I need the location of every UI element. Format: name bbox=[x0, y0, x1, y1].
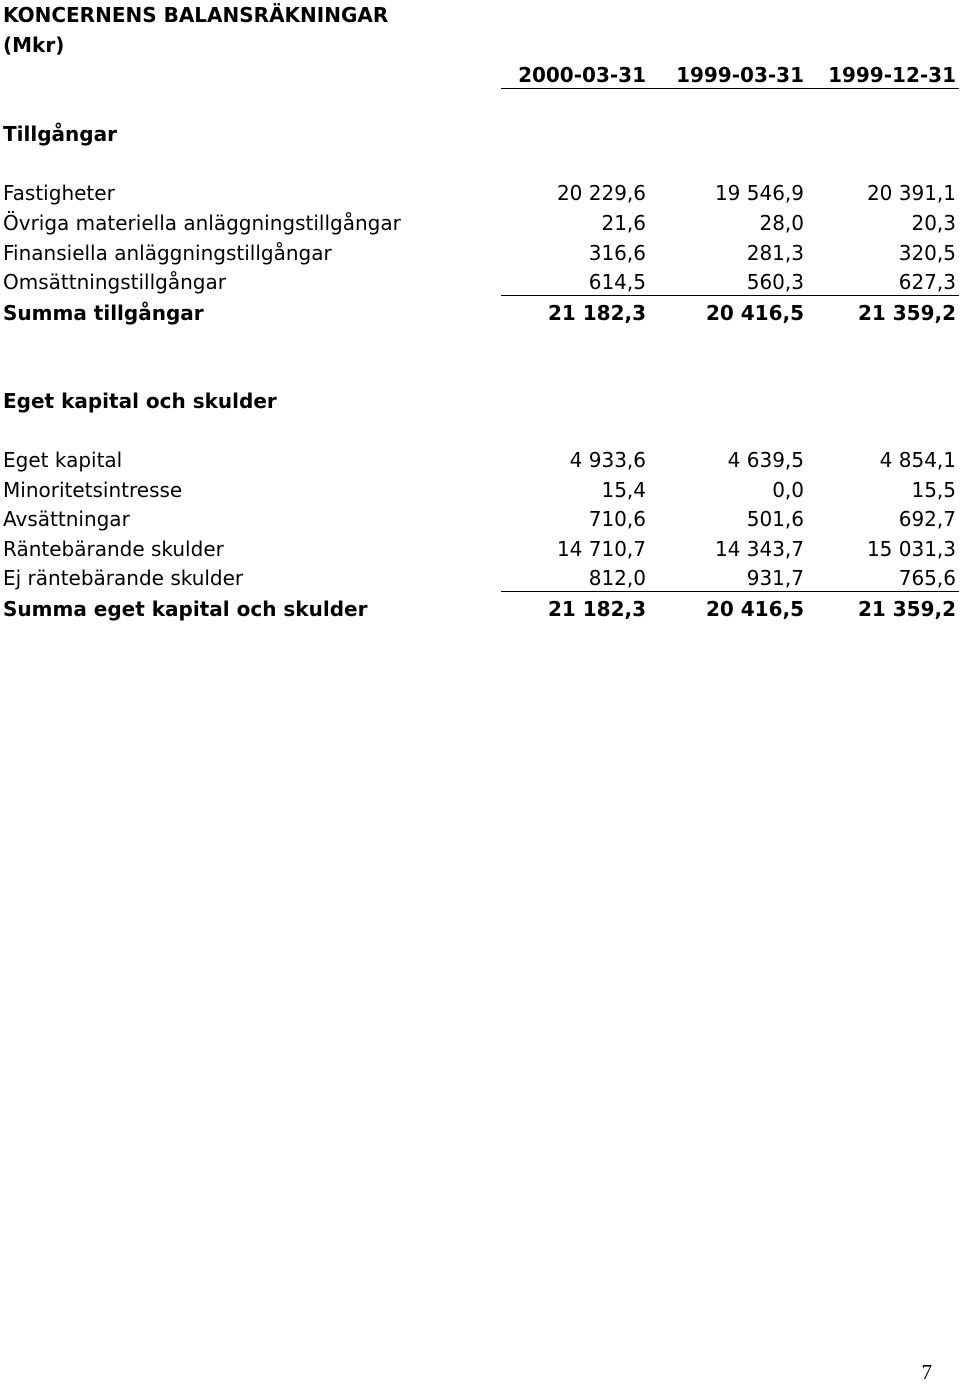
cell-value: 14 710,7 bbox=[556, 537, 646, 561]
cell-value: 627,3 bbox=[898, 270, 956, 294]
cell-value: 21 182,3 bbox=[547, 597, 646, 621]
cell-value: 21 359,2 bbox=[857, 301, 956, 325]
cell-value: 4 639,5 bbox=[727, 448, 804, 472]
row-label: Räntebärande skulder bbox=[3, 537, 224, 561]
cell-value: 281,3 bbox=[746, 241, 804, 265]
cell-value: 614,5 bbox=[588, 270, 646, 294]
cell-value: 15,5 bbox=[911, 478, 956, 502]
row-label: Avsättningar bbox=[3, 507, 130, 531]
row-label: Övriga materiella anläggningstillgångar bbox=[3, 211, 401, 235]
row-label: Eget kapital bbox=[3, 448, 123, 472]
cell-value: 28,0 bbox=[759, 211, 804, 235]
cell-value: 15 031,3 bbox=[866, 537, 956, 561]
cell-value: 316,6 bbox=[588, 241, 646, 265]
column-header-1999-12-31: 1999-12-31 bbox=[828, 63, 956, 87]
section-heading-liabilities: Eget kapital och skulder bbox=[3, 389, 277, 413]
subtotal-rule bbox=[501, 295, 959, 296]
cell-value: 931,7 bbox=[746, 566, 804, 590]
row-label: Minoritetsintresse bbox=[3, 478, 183, 502]
cell-value: 20 391,1 bbox=[866, 181, 956, 205]
row-label: Summa tillgångar bbox=[3, 301, 204, 325]
cell-value: 20 416,5 bbox=[705, 301, 804, 325]
cell-value: 20,3 bbox=[911, 211, 956, 235]
row-label: Finansiella anläggningstillgångar bbox=[3, 241, 332, 265]
cell-value: 4 933,6 bbox=[569, 448, 646, 472]
cell-value: 14 343,7 bbox=[714, 537, 804, 561]
subtotal-rule bbox=[501, 591, 959, 592]
cell-value: 20 416,5 bbox=[705, 597, 804, 621]
cell-value: 20 229,6 bbox=[556, 181, 646, 205]
cell-value: 4 854,1 bbox=[879, 448, 956, 472]
cell-value: 812,0 bbox=[588, 566, 646, 590]
cell-value: 560,3 bbox=[746, 270, 804, 294]
cell-value: 21 359,2 bbox=[857, 597, 956, 621]
cell-value: 15,4 bbox=[601, 478, 646, 502]
cell-value: 0,0 bbox=[772, 478, 804, 502]
cell-value: 320,5 bbox=[898, 241, 956, 265]
row-label: Summa eget kapital och skulder bbox=[3, 597, 368, 621]
cell-value: 21 182,3 bbox=[547, 301, 646, 325]
row-label: Ej räntebärande skulder bbox=[3, 566, 244, 590]
page-title: KONCERNENS BALANSRÄKNINGAR bbox=[3, 3, 389, 27]
header-rule bbox=[501, 88, 959, 89]
row-label: Omsättningstillgångar bbox=[3, 270, 226, 294]
cell-value: 692,7 bbox=[898, 507, 956, 531]
section-heading-assets: Tillgångar bbox=[3, 122, 117, 146]
cell-value: 21,6 bbox=[601, 211, 646, 235]
column-header-1999-03-31: 1999-03-31 bbox=[676, 63, 804, 87]
column-header-2000-03-31: 2000-03-31 bbox=[518, 63, 646, 87]
cell-value: 765,6 bbox=[898, 566, 956, 590]
row-label: Fastigheter bbox=[3, 181, 115, 205]
unit-label: (Mkr) bbox=[3, 33, 65, 57]
page-number: 7 bbox=[921, 1360, 932, 1384]
cell-value: 19 546,9 bbox=[714, 181, 804, 205]
cell-value: 501,6 bbox=[746, 507, 804, 531]
cell-value: 710,6 bbox=[588, 507, 646, 531]
